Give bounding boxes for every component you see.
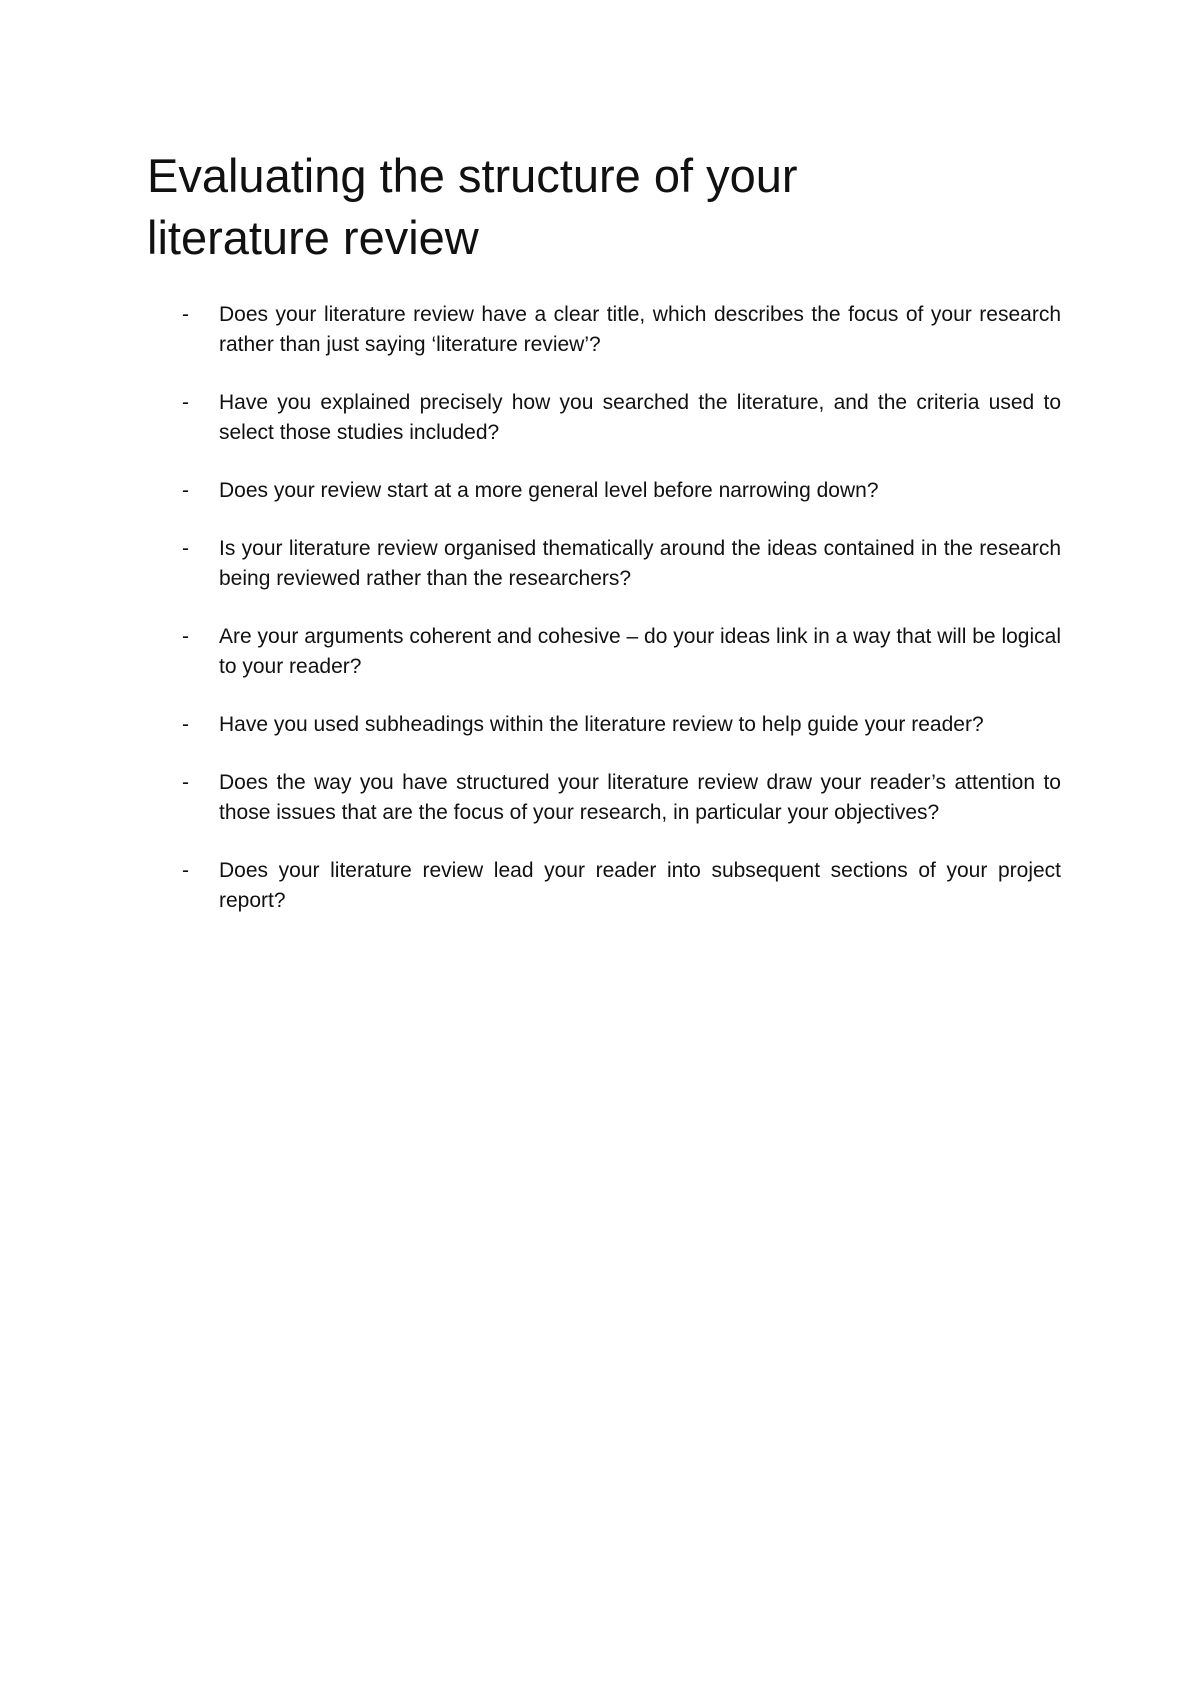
list-item [147, 476, 1061, 506]
page-title: Evaluating the structure of your literature review [147, 149, 798, 264]
evaluation-checklist [147, 300, 1061, 916]
bullet-dash: - [182, 859, 189, 882]
bullet-dash: - [182, 479, 189, 502]
list-item [147, 856, 1061, 916]
bullet-dash: - [182, 625, 189, 648]
list-item-text: Is your literature review organised thematically around the ideas contained in the research being reviewed rather than the researchers? [219, 537, 1061, 590]
list-item [147, 300, 1061, 360]
list-item [147, 622, 1061, 682]
list-item-text: Does your literature review have a clear title, which describes the focus of your research rather than just saying ‘literature review’? [219, 303, 1061, 356]
bullet-dash: - [182, 303, 189, 326]
bullet-dash: - [182, 713, 189, 736]
list-item-text: Does the way you have structured your literature review draw your reader’s attention to those issues that are the focus of your research, in particular your objectives? [219, 771, 1061, 824]
list-item [147, 710, 1061, 740]
list-item [147, 534, 1061, 594]
list-item-text: Does your literature review lead your reader into subsequent sections of your project report? [219, 859, 1061, 912]
bullet-dash: - [182, 391, 189, 414]
list-item-text: Are your arguments coherent and cohesive – do your ideas link in a way that will be logical to your reader? [219, 625, 1061, 678]
list-item [147, 768, 1061, 828]
list-item-text: Have you explained precisely how you searched the literature, and the criteria used to select those studies included? [219, 391, 1061, 444]
list-item [147, 388, 1061, 448]
list-item-text: Does your review start at a more general level before narrowing down? [219, 479, 879, 502]
list-item-text: Have you used subheadings within the literature review to help guide your reader? [219, 713, 984, 736]
bullet-dash: - [182, 537, 189, 560]
bullet-dash: - [182, 771, 189, 794]
